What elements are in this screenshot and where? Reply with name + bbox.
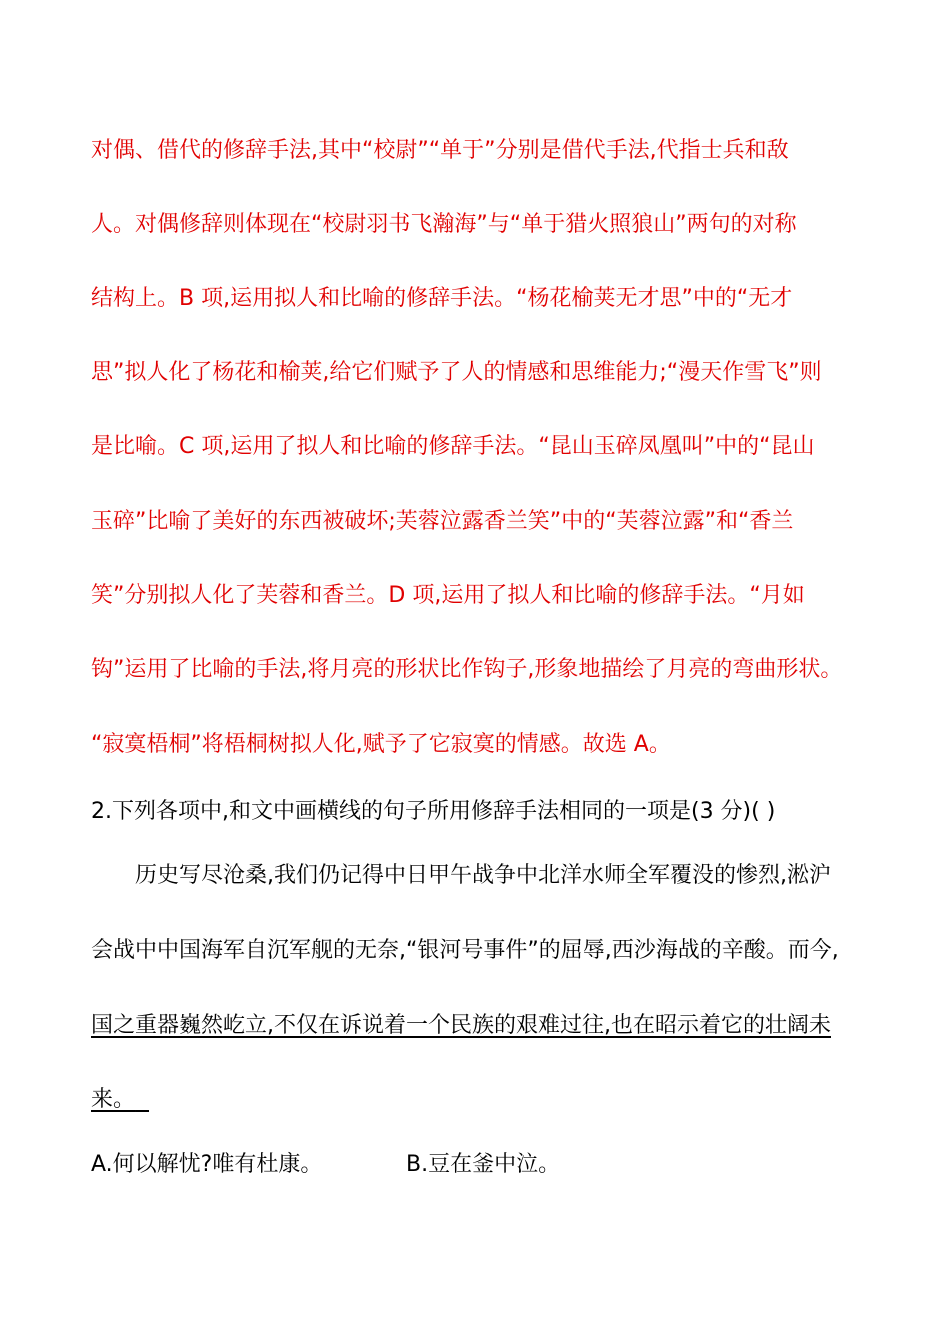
- passage-line-1: 历史写尽沧桑,我们仍记得中日甲午战争中北洋水师全军覆没的惨烈,淞沪: [135, 863, 831, 888]
- option-b: B.豆在釜中泣。: [406, 1152, 561, 1177]
- analysis-line-2: 人。对偶修辞则体现在“校尉羽书飞瀚海”与“单于猎火照狼山”两句的对称: [91, 212, 797, 237]
- analysis-line-5: 是比喻。C 项,运用了拟人和比喻的修辞手法。“昆山玉碎凤凰叫”中的“昆山: [91, 434, 815, 459]
- analysis-line-4: 思”拟人化了杨花和榆荚,给它们赋予了人的情感和思维能力;“漫天作雪飞”则: [91, 360, 822, 385]
- analysis-line-1: 对偶、借代的修辞手法,其中“校尉”“单于”分别是借代手法,代指士兵和敌: [91, 138, 789, 163]
- underlined-sentence-line-1: 国之重器巍然屹立,不仅在诉说着一个民族的艰难过往,也在昭示着它的壮阔未: [91, 1013, 831, 1038]
- question-stem: 2.下列各项中,和文中画横线的句子所用修辞手法相同的一项是(3 分)( ): [91, 799, 776, 824]
- analysis-line-8: 钩”运用了比喻的手法,将月亮的形状比作钩子,形象地描绘了月亮的弯曲形状。: [91, 657, 843, 682]
- option-a: A.何以解忧?唯有杜康。: [91, 1152, 323, 1177]
- underlined-sentence-line-2: 来。: [91, 1087, 136, 1112]
- analysis-line-7: 笑”分别拟人化了芙蓉和香兰。D 项,运用了拟人和比喻的修辞手法。“月如: [91, 583, 805, 608]
- analysis-line-9: “寂寞梧桐”将梧桐树拟人化,赋予了它寂寞的情感。故选 A。: [91, 732, 671, 757]
- passage-line-2: 会战中中国海军自沉军舰的无奈,“银河号事件”的屈辱,西沙海战的辛酸。而今,: [91, 938, 839, 963]
- analysis-line-6: 玉碎”比喻了美好的东西被破坏;芙蓉泣露香兰笑”中的“芙蓉泣露”和“香兰: [91, 509, 794, 534]
- analysis-line-3: 结构上。B 项,运用拟人和比喻的修辞手法。“杨花榆荚无才思”中的“无才: [91, 286, 793, 311]
